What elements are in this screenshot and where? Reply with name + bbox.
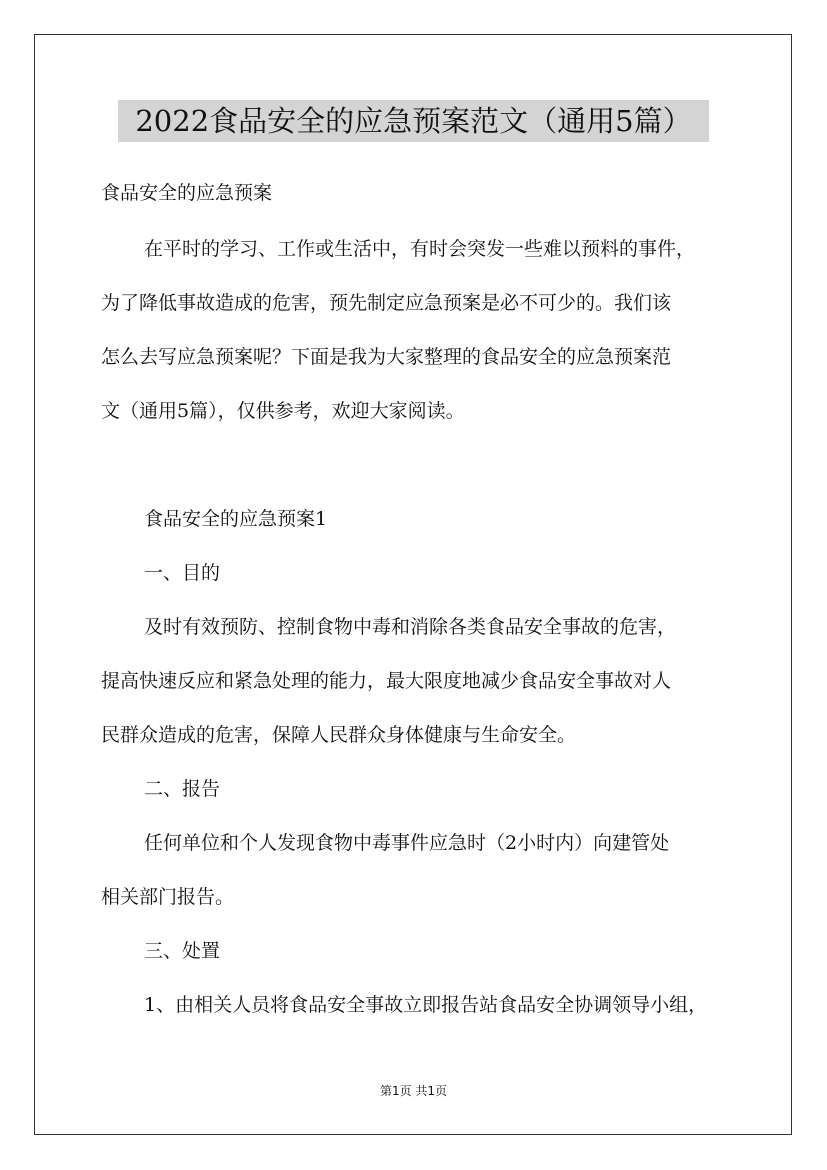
page-footer: 第1页 共1页 <box>379 1084 448 1098</box>
intro-line-4: 文（通用5篇），仅供参考，欢迎大家阅读。 <box>101 400 465 422</box>
intro-line-2: 为了降低事故造成的危害，预先制定应急预案是必不可少的。我们该 <box>101 292 672 314</box>
report-line-2: 相关部门报告。 <box>101 886 235 908</box>
heading-purpose: 一、目的 <box>144 562 221 584</box>
document-subtitle: 食品安全的应急预案 <box>101 182 273 204</box>
report-line-1: 任何单位和个人发现食物中毒事件应急时（2小时内）向建管处 <box>144 832 670 854</box>
document-title: 2022食品安全的应急预案范文（通用5篇） <box>118 100 709 142</box>
disposal-line-1: 1、由相关人员将食品安全事故立即报告站食品安全协调领导小组， <box>144 994 708 1016</box>
purpose-line-1: 及时有效预防、控制食物中毒和消除各类食品安全事故的危害， <box>144 616 677 638</box>
heading-disposal: 三、处置 <box>144 940 221 962</box>
intro-line-1: 在平时的学习、工作或生活中，有时会突发一些难以预料的事件， <box>144 238 696 260</box>
section-title: 食品安全的应急预案1 <box>144 508 328 530</box>
purpose-line-3: 民群众造成的危害，保障人民群众身体健康与生命安全。 <box>101 724 577 746</box>
purpose-line-2: 提高快速反应和紧急处理的能力，最大限度地减少食品安全事故对人 <box>101 670 672 692</box>
intro-line-3: 怎么去写应急预案呢？下面是我为大家整理的食品安全的应急预案范 <box>101 346 672 368</box>
heading-report: 二、报告 <box>144 778 221 800</box>
